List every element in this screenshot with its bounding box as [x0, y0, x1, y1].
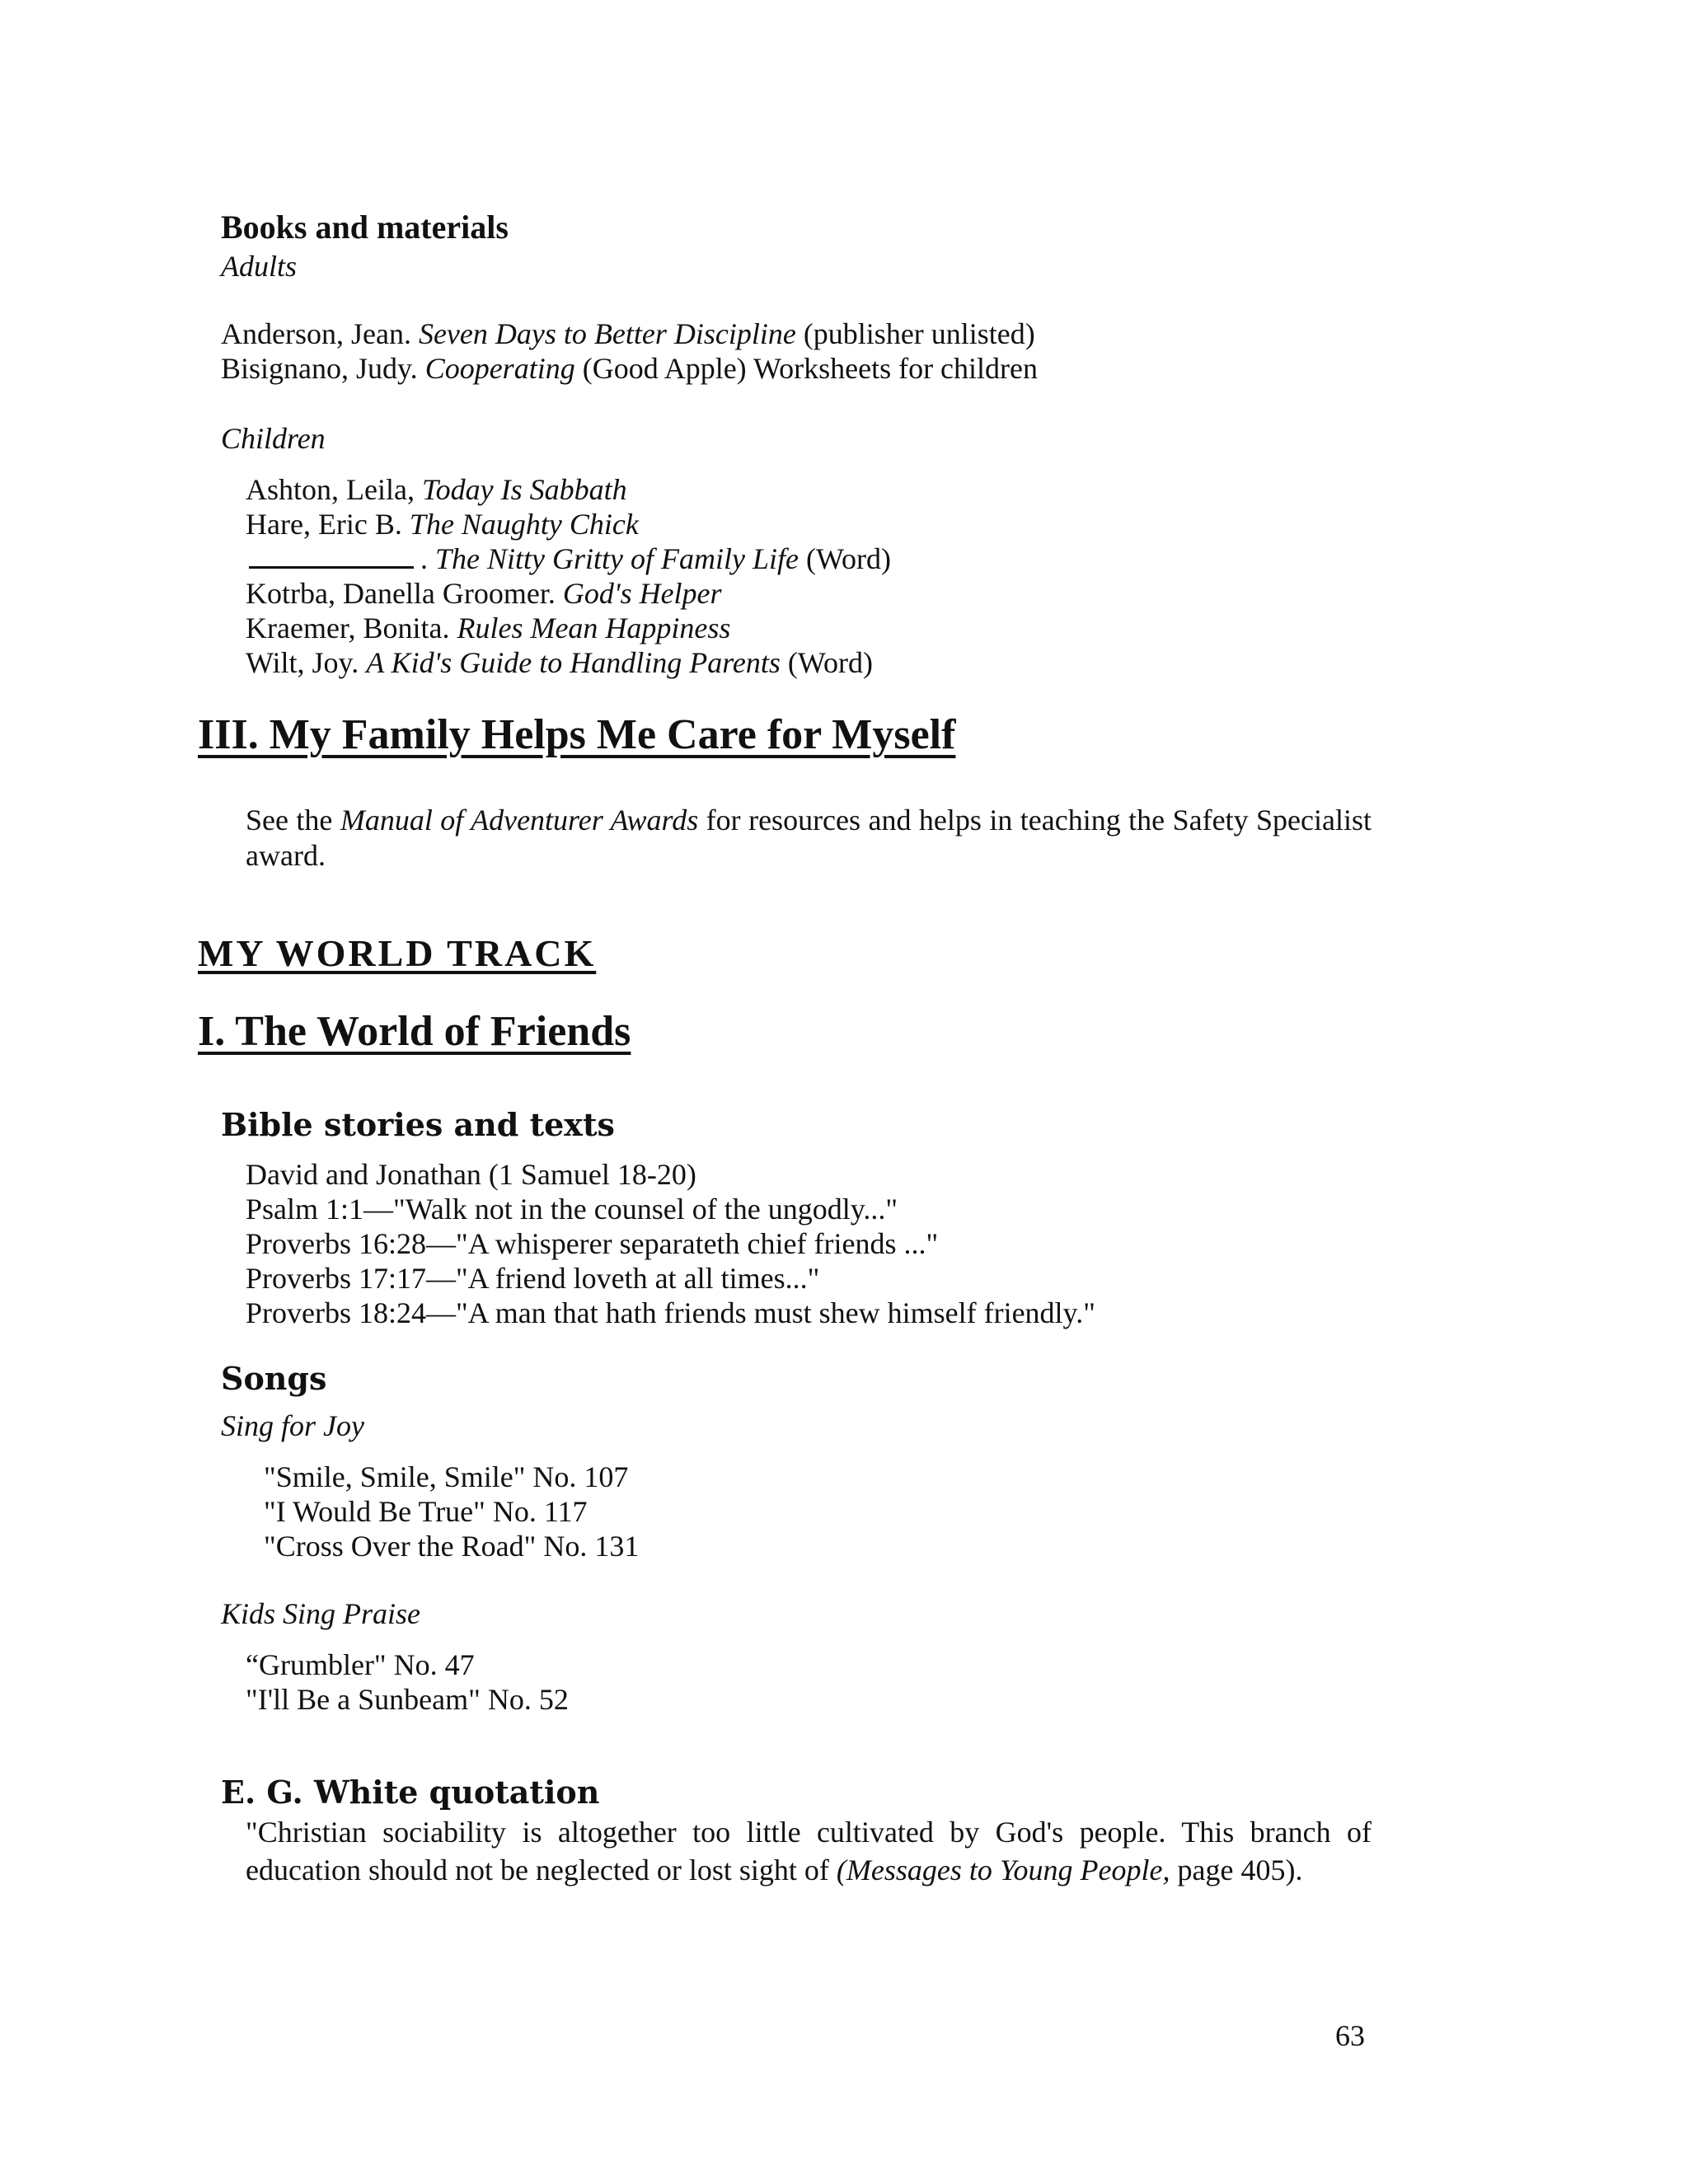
list-item: Anderson, Jean. Seven Days to Better Discipline (publisher unlisted): [221, 317, 1035, 350]
list-item: "Cross Over the Road" No. 131: [264, 1530, 640, 1563]
list-item: Bisignano, Judy. Cooperating (Good Apple) Worksheets for children: [221, 352, 1039, 385]
section-heading: I. The World of Friends: [198, 1008, 631, 1055]
quote-heading: E. G. White quotation: [221, 1774, 600, 1811]
section-text: See the Manual of Adventurer Awards for resources and helps in teaching the Safety Specialist award.: [246, 804, 1372, 872]
children-label: Children: [221, 422, 326, 455]
track-heading: MY WORLD TRACK: [198, 932, 597, 974]
books-heading: Books and materials: [221, 209, 509, 246]
section-heading: III. My Family Helps Me Care for Myself: [198, 711, 956, 758]
list-item: “Grumbler" No. 47: [246, 1648, 475, 1681]
list-item: David and Jonathan (1 Samuel 18-20): [246, 1158, 696, 1191]
list-item: . The Nitty Gritty of Family Life (Word): [249, 541, 891, 576]
adults-label: Adults: [221, 250, 298, 283]
bible-heading: Bible stories and texts: [221, 1106, 615, 1143]
list-item: Hare, Eric B. The Naughty Chick: [246, 508, 639, 541]
list-item: Proverbs 16:28—"A whisperer separateth chief friends ...": [246, 1227, 939, 1260]
list-item: "I'll Be a Sunbeam" No. 52: [246, 1683, 569, 1716]
quote-text: "Christian sociability is altogether too little cultivated by God's people. This branch of education should not be neglected or lost sight of (Messages to Young People, page 405).: [246, 1816, 1372, 1886]
list-item: Kotrba, Danella Groomer. God's Helper: [246, 577, 722, 610]
list-item: Psalm 1:1—"Walk not in the counsel of the ungodly...": [246, 1193, 898, 1226]
list-item: Kraemer, Bonita. Rules Mean Happiness: [246, 612, 731, 644]
list-item: Wilt, Joy. A Kid's Guide to Handling Parents (Word): [246, 646, 873, 679]
songbook-title: Kids Sing Praise: [221, 1597, 421, 1630]
list-item: Proverbs 17:17—"A friend loveth at all times...": [246, 1262, 820, 1295]
author-blank-line: [249, 543, 414, 569]
list-item: "Smile, Smile, Smile" No. 107: [264, 1460, 629, 1493]
list-item: Proverbs 18:24—"A man that hath friends must shew himself friendly.": [246, 1296, 1095, 1329]
list-item: "I Would Be True" No. 117: [264, 1495, 588, 1528]
list-item: Ashton, Leila, Today Is Sabbath: [246, 473, 627, 506]
page-number: 63: [1335, 2019, 1365, 2052]
songs-heading: Songs: [221, 1360, 327, 1397]
songbook-title: Sing for Joy: [221, 1409, 364, 1442]
